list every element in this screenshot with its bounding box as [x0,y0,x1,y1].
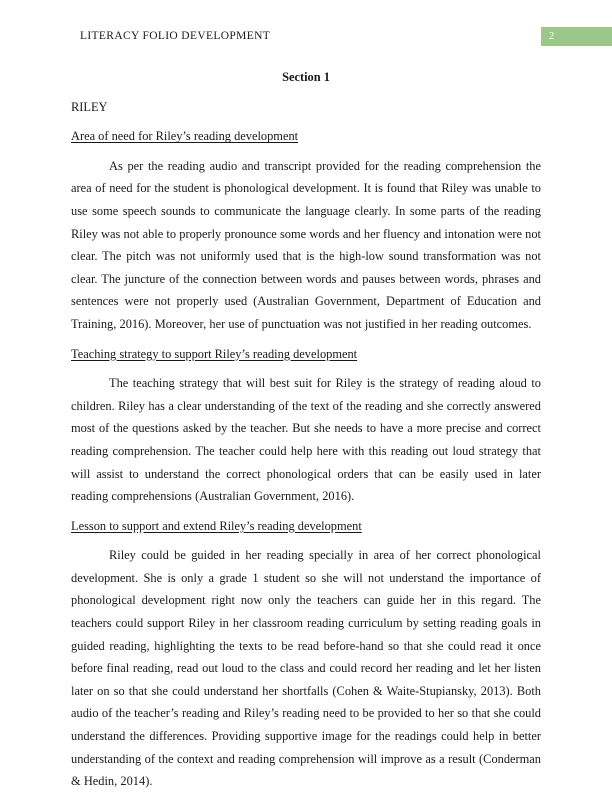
running-header [0,28,612,50]
section-heading-text: Lesson to support and extend Riley’s reading development [71,518,362,533]
section-heading-text: Area of need for Riley’s reading development [71,129,299,144]
header-title: LITERACY FOLIO DEVELOPMENT [80,30,271,42]
page-title: Section 1 [282,70,330,84]
section-heading-lesson-support [71,515,541,538]
page-number: 2 [549,31,555,42]
page-number-badge [541,27,612,46]
document-body [71,66,541,792]
paragraph: The teaching strategy that will best suit for Riley is the strategy of reading aloud to children. Riley has a clear understanding of the text of the reading and she correctly answered most of the questions asked by the teacher. But she needs to have a more precise and correct reading comprehension. The teacher could help here with this reading out loud strategy that will assist to understand the correct phonological orders that can be easily used in later reading comprehensions (Australian Government, 2016). [71,376,541,504]
subject-name: RILEY [71,99,108,114]
section-heading-teaching-strategy [71,343,541,366]
section-heading-text: Teaching strategy to support Riley’s reading development [71,346,358,361]
paragraph: Riley could be guided in her reading specially in area of her correct phonological development. She is only a grade 1 student so she will not understand the importance of phonological development right now only the teachers can guide her in this regard. The teachers could support Riley in her classroom reading curriculum by setting reading goals in guided reading, highlighting the texts to be read before-hand so that she could read it once before final reading, read out loud to the class and could record her reading and let her listen later on so that she could understand her shortfalls (Cohen & Waite-Stupiansky, 2013). Both audio of the teacher’s reading and Riley’s reading need to be provided to her so that she could understand the differences. Providing supportive image for the readings could help in better understanding of the context and reading comprehension will improve as a result (Conderman & Hedin, 2014). [71,548,541,789]
section-heading-area-of-need [71,125,541,148]
paragraph: As per the reading audio and transcript provided for the reading comprehension the area of need for the student is phonological development. It is found that Riley was unable to use some speech sounds to communicate the language clearly. In some parts of the reading Riley was not able to properly pronounce some words and her fluency and intonation were not clear. The pitch was not uniformly used that is the high-low sound transformation was not clear. The juncture of the connection between words and pauses between words, phrases and sentences were not properly used (Australian Government, Department of Education and Training, 2016). Moreover, her use of punctuation was not justified in her reading outcomes. [71,158,541,331]
